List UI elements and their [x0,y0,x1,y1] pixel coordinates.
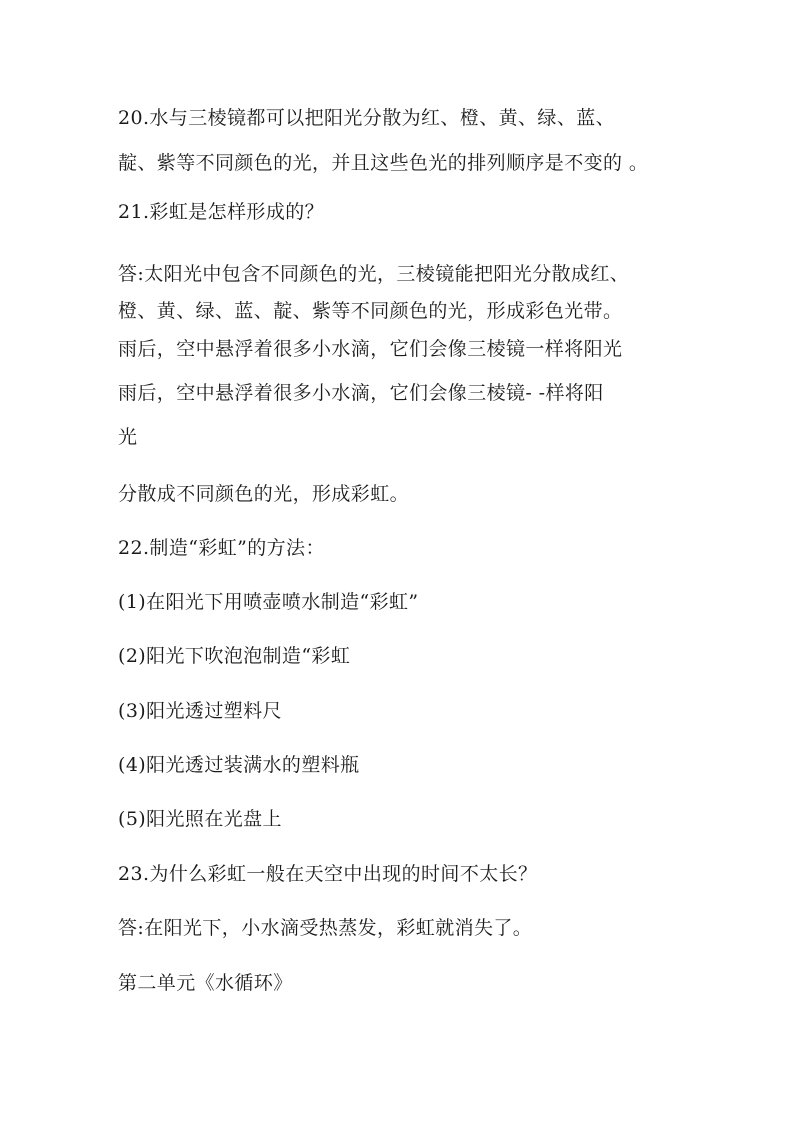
list-item-5: (5)阳光照在光盘上 [118,808,282,830]
answer-21-line2: 橙、黄、绿、蓝、靛、紫等不同颜色的光，形成彩色光带。 [118,300,623,322]
answer-21-line4: 雨后，空中悬浮着很多小水滴，它们会像三棱镜- -样将阳 [118,382,604,404]
answer-23-line: 答:在阳光下，小水滴受热蒸发，彩虹就消失了。 [118,917,533,939]
unit-heading: 第二单元《水循环》 [118,972,293,994]
list-item-3: (3)阳光透过塑料尺 [118,700,282,722]
question-22-heading: 22.制造“彩虹”的方法： [118,537,325,559]
text-line-q20-part1: 20.水与三棱镜都可以把阳光分散为红、橙、黄、绿、蓝、 [118,107,616,129]
text-line-q20-part2: 靛、紫等不同颜色的光，并且这些色光的排列顺序是不变的 。 [118,152,649,174]
list-item-4: (4)阳光透过装满水的塑料瓶 [118,754,360,776]
question-21-heading: 21.彩虹是怎样形成的？ [118,201,325,223]
answer-21-line3: 雨后，空中悬浮着很多小水滴，它们会像三棱镜一样将阳光 [118,338,623,360]
answer-21-line6: 分散成不同颜色的光，形成彩虹。 [118,483,410,505]
answer-21-line1: 答:太阳光中包含不同颜色的光，三棱镜能把阳光分散成红、 [118,263,630,285]
list-item-1: (1)在阳光下用喷壶喷水制造“彩虹” [118,591,419,613]
question-23-heading: 23.为什么彩虹一般在天空中出现的时间不太长？ [118,863,538,885]
list-item-2: (2)阳光下吹泡泡制造“彩虹 [118,645,351,667]
answer-21-line5: 光 [118,426,138,448]
